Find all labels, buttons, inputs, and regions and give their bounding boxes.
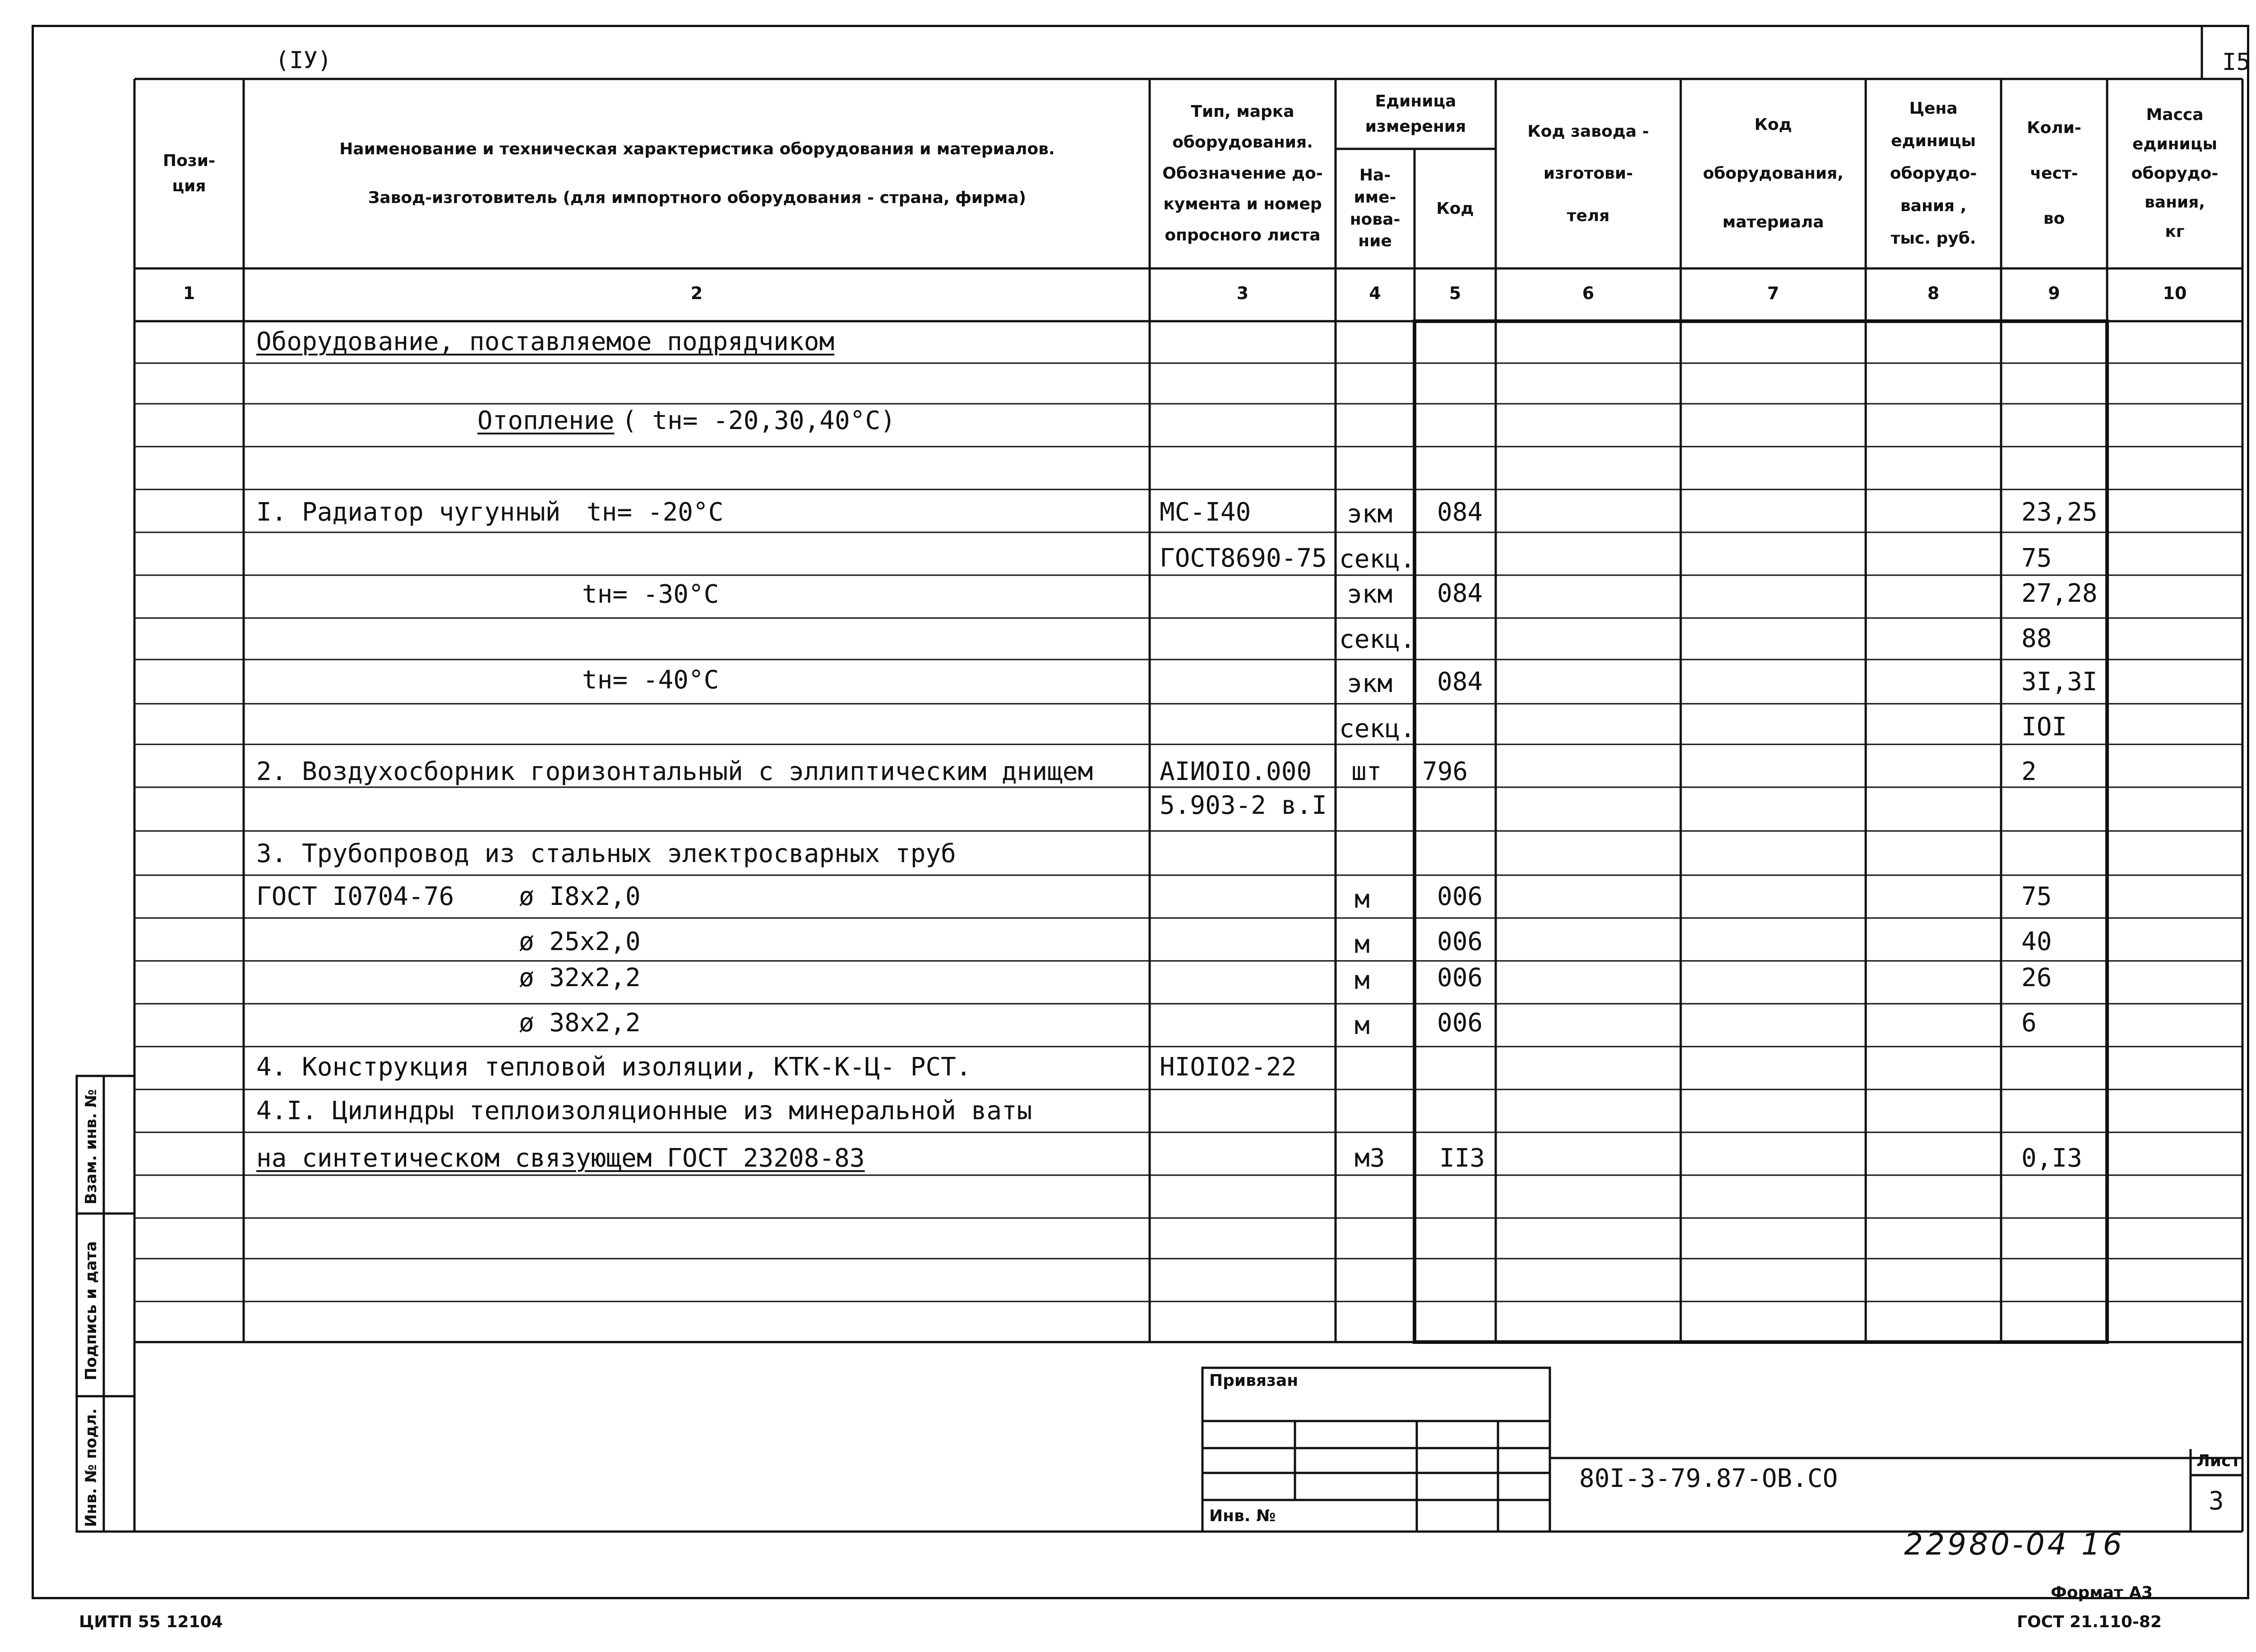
item-1f-qty: IOI bbox=[2021, 712, 2067, 742]
col-num-10: 10 bbox=[2163, 283, 2187, 303]
privyazan-label: Привязан bbox=[1209, 1371, 1299, 1390]
item-1-temp-20: tн= -20°C bbox=[587, 498, 724, 527]
pipe-18-code: 006 bbox=[1437, 882, 1483, 911]
page-number: I5 bbox=[2222, 49, 2251, 76]
item-1d-qty: 88 bbox=[2021, 624, 2052, 653]
pipe-32: ø 32x2,2 bbox=[519, 963, 641, 992]
pipe-18: ø I8x2,0 bbox=[519, 882, 641, 911]
item-41-name-cont: на синтетическом связующем ГОСТ 23208-83 bbox=[256, 1144, 865, 1173]
item-41-unit: м3 bbox=[1355, 1144, 1385, 1173]
pipe-32-qty: 26 bbox=[2021, 963, 2052, 992]
tsitp-label: ЦИТП 55 12104 bbox=[79, 1613, 223, 1631]
gost-footer: ГОСТ 21.110-82 bbox=[2017, 1613, 2162, 1631]
item-2-qty: 2 bbox=[2021, 757, 2037, 786]
pipe-32-code: 006 bbox=[1437, 963, 1483, 992]
item-1-type: МС-I40 bbox=[1160, 498, 1251, 527]
item-1-qty: 23,25 bbox=[2021, 498, 2098, 527]
item-4-type: НIОIО2-22 bbox=[1160, 1052, 1297, 1082]
row-heating-title: Отопление bbox=[477, 406, 615, 435]
pipe-32-unit: м bbox=[1355, 966, 1370, 995]
item-1-temp-40: tн= -40°C bbox=[582, 665, 719, 695]
item-1-temp-30: tн= -30°C bbox=[582, 580, 719, 609]
item-1c-code: 084 bbox=[1437, 579, 1483, 608]
item-4-name: 4. Конструкция тепловой изоляции, КТК-К-Ц- РСТ. bbox=[256, 1052, 971, 1082]
item-1c-unit: экм bbox=[1347, 580, 1393, 609]
list-label: Лист bbox=[2196, 1452, 2241, 1470]
item-1f-unit: секц. bbox=[1339, 714, 1415, 743]
item-1-unit: экм bbox=[1347, 499, 1393, 529]
inv-label: Инв. № bbox=[1209, 1507, 1276, 1525]
header-mass: Масса единицы оборудо- вания, кг bbox=[2131, 106, 2219, 241]
pipe-25-code: 006 bbox=[1437, 927, 1483, 956]
header-unit-name: На- име- нова- ние bbox=[1350, 166, 1401, 251]
item-41-code: II3 bbox=[1439, 1144, 1485, 1173]
item-3-gost: ГОСТ I0704-76 bbox=[256, 882, 454, 911]
item-3-name: 3. Трубопровод из стальных электросварных труб bbox=[256, 839, 956, 868]
item-1e-code: 084 bbox=[1437, 667, 1483, 697]
item-2-code: 796 bbox=[1422, 757, 1468, 786]
row-section-title: Оборудование, поставляемое подрядчиком bbox=[256, 327, 835, 356]
pipe-18-qty: 75 bbox=[2021, 882, 2052, 911]
side-label-inv: Инв. № подл. bbox=[82, 1408, 100, 1527]
pipe-18-unit: м bbox=[1355, 885, 1370, 914]
item-1-code: 084 bbox=[1437, 498, 1483, 527]
header-unit-code: Код bbox=[1436, 199, 1474, 218]
col-num-3: 3 bbox=[1236, 283, 1249, 303]
col-num-6: 6 bbox=[1582, 283, 1595, 303]
item-1e-qty: 3I,3I bbox=[2021, 667, 2098, 697]
handwritten-number: 22980-04 16 bbox=[1904, 1527, 2125, 1562]
item-1b-unit: секц. bbox=[1339, 545, 1415, 574]
item-2-unit: шт bbox=[1351, 757, 1382, 786]
list-number: 3 bbox=[2209, 1486, 2224, 1516]
item-1b-qty: 75 bbox=[2021, 544, 2052, 573]
header-name: Наименование и техническая характеристика оборудования и материалов. Завод-изготовитель (для импортного оборудования - страна, фирма) bbox=[339, 140, 1055, 207]
item-1-name: I. Радиатор чугунный bbox=[256, 498, 561, 527]
pipe-38-qty: 6 bbox=[2021, 1008, 2037, 1038]
document-code: 80I-3-79.87-ОВ.СО bbox=[1579, 1464, 1838, 1493]
item-1c-qty: 27,28 bbox=[2021, 579, 2098, 608]
section-label: (IУ) bbox=[275, 47, 332, 74]
col-num-5: 5 bbox=[1449, 283, 1461, 303]
item-2-doc: 5.903-2 в.I bbox=[1160, 791, 1327, 820]
col-num-9: 9 bbox=[2048, 283, 2060, 303]
header-position: Пози- ция bbox=[163, 152, 215, 195]
col-num-7: 7 bbox=[1767, 283, 1780, 303]
item-1e-unit: экм bbox=[1347, 669, 1393, 698]
item-2-name: 2. Воздухосборник горизонтальный с эллиптическим днищем bbox=[256, 757, 1093, 786]
pipe-25: ø 25x2,0 bbox=[519, 927, 641, 956]
col-num-4: 4 bbox=[1369, 283, 1381, 303]
item-2-type: АIИОIО.000 bbox=[1160, 757, 1312, 786]
side-label-vzam: Взам. инв. № bbox=[82, 1089, 100, 1204]
format-label: Формат А3 bbox=[2051, 1583, 2153, 1602]
col-num-2: 2 bbox=[690, 283, 703, 303]
item-1-gost: ГОСТ8690-75 bbox=[1160, 544, 1327, 573]
pipe-38: ø 38x2,2 bbox=[519, 1008, 641, 1038]
pipe-25-qty: 40 bbox=[2021, 927, 2052, 956]
item-1d-unit: секц. bbox=[1339, 625, 1415, 654]
side-label-signature: Подпись и дата bbox=[82, 1241, 100, 1380]
header-factory: Код завода - изготови- теля bbox=[1527, 122, 1649, 225]
item-41-name: 4.I. Цилиндры теплоизоляционные из минеральной ваты bbox=[256, 1096, 1032, 1126]
pipe-38-unit: м bbox=[1355, 1011, 1370, 1040]
pipe-38-code: 006 bbox=[1437, 1008, 1483, 1038]
pipe-25-unit: м bbox=[1355, 930, 1370, 959]
header-qty: Коли- чест- во bbox=[2027, 118, 2081, 228]
item-41-qty: 0,I3 bbox=[2021, 1144, 2082, 1173]
header-equip-code: Код оборудования, материала bbox=[1703, 115, 1844, 231]
header-unit: Единица измерения bbox=[1365, 92, 1466, 136]
col-num-1: 1 bbox=[183, 283, 195, 303]
header-type: Тип, марка оборудования. Обозначение до- кумента и номер опросного листа bbox=[1162, 102, 1323, 245]
col-num-8: 8 bbox=[1927, 283, 1940, 303]
header-price: Цена единицы оборудо- вания , тыс. руб. bbox=[1890, 99, 1977, 248]
row-heating-temps: ( tн= -20,30,40°C) bbox=[622, 406, 896, 435]
